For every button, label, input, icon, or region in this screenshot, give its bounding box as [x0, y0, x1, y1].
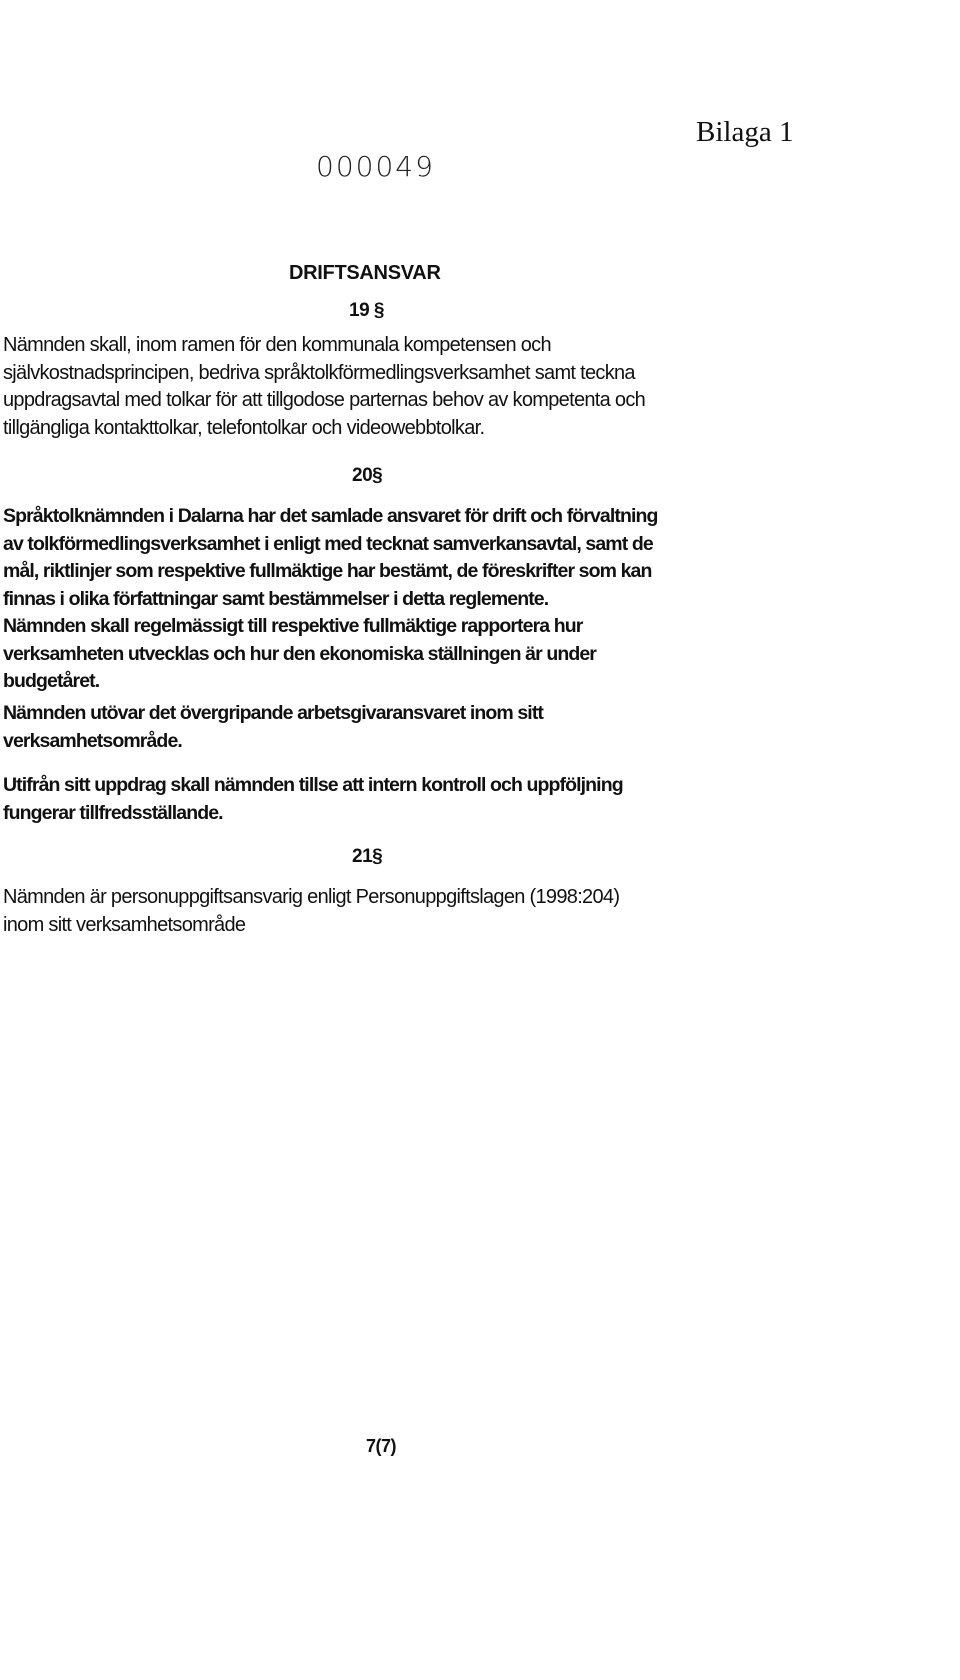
section-20-paragraph-3	[3, 772, 623, 827]
page-number: 7(7)	[366, 1436, 397, 1456]
text-line: inom sitt verksamhetsområde	[3, 913, 246, 936]
page-heading: DRIFTSANSVAR	[289, 262, 441, 284]
text-line: verksamhetsområde.	[3, 729, 182, 752]
text-line: Nämnden är personuppgiftsansvarig enligt Personuppgiftslagen (1998:204)	[3, 886, 620, 908]
text-line: tillgängliga kontakttolkar, telefontolkar och videowebbtolkar.	[3, 416, 485, 439]
text-line: Nämnden skall regelmässigt till respektive fullmäktige rapportera hur	[3, 615, 583, 637]
section-number-19: 19 §	[349, 300, 384, 321]
text-line: budgetåret.	[3, 670, 100, 692]
text-line: mål, riktlinjer som respektive fullmäktige har bestämt, de föreskrifter som kan	[3, 560, 652, 582]
text-line: självkostnadsprincipen, bedriva språktolkförmedlingsverksamhet samt teckna	[3, 361, 635, 384]
text-line: fungerar tillfredsställande.	[3, 801, 223, 824]
text-line: uppdragsavtal med tolkar för att tillgodose parternas behov av kompetenta och	[3, 389, 646, 411]
text-line: finnas i olika författningar samt bestämmelser i detta reglemente.	[3, 587, 549, 610]
document-number: 000049	[316, 150, 435, 183]
section-21-paragraph	[3, 884, 619, 939]
text-line: Nämnden skall, inom ramen för den kommunala kompetensen och	[3, 334, 551, 356]
section-20-paragraph-1	[3, 503, 658, 696]
text-line: verksamheten utvecklas och hur den ekonomiska ställningen är under	[3, 642, 596, 665]
section-number-20: 20§	[352, 465, 383, 486]
section-number-21: 21§	[352, 846, 383, 867]
text-line: Utifrån sitt uppdrag skall nämnden tillse att intern kontroll och uppföljning	[3, 774, 623, 796]
text-line: av tolkförmedlingsverksamhet i enligt med tecknat samverkansavtal, samt de	[3, 532, 653, 555]
section-19-paragraph	[3, 332, 645, 442]
attachment-label: Bilaga 1	[696, 116, 794, 148]
text-line: Språktolknämnden i Dalarna har det samlade ansvaret för drift och förvaltning	[3, 505, 658, 527]
section-20-paragraph-2	[3, 700, 543, 755]
text-line: Nämnden utövar det övergripande arbetsgivaransvaret inom sitt	[3, 702, 544, 724]
